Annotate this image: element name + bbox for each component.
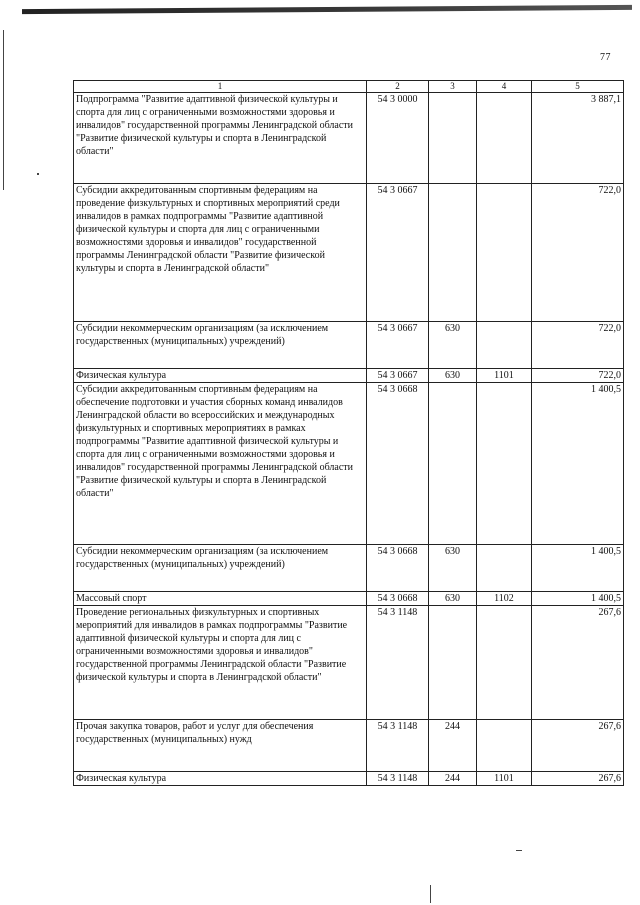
row-name: Проведение региональных физкультурных и спортивных мероприятий для инвалидов в рамках подпрограммы "Развитие адаптивной физической культуры и спорта для лиц с ограниченными возможностями здоровья и инвалидов" государственной программы Ленинградской области "Развитие физической культуры и спорта в Ленинградской области" bbox=[74, 606, 367, 720]
row-expense-type bbox=[429, 606, 477, 720]
table-row bbox=[74, 606, 624, 720]
row-amount: 1 400,5 bbox=[532, 383, 624, 545]
row-amount: 722,0 bbox=[532, 322, 624, 369]
header-cell-type: 3 bbox=[429, 81, 477, 93]
budget-table bbox=[73, 80, 624, 786]
table-row bbox=[74, 772, 624, 786]
row-code: 54 3 0667 bbox=[367, 184, 429, 322]
row-name: Субсидии аккредитованным спортивным федерациям на проведение физкультурных и спортивных мероприятий среди инвалидов в рамках подпрограммы "Развитие адаптивной физической культуры и спорта для лиц с ограниченными возможностями здоровья и инвалидов" государственной программы Ленинградской области "Развитие физической культуры и спорта в Ленинградской области" bbox=[74, 184, 367, 322]
header-cell-name: 1 bbox=[74, 81, 367, 93]
row-amount: 1 400,5 bbox=[532, 592, 624, 606]
row-code: 54 3 1148 bbox=[367, 720, 429, 772]
scan-artifact-bar bbox=[22, 5, 632, 14]
row-code: 54 3 0667 bbox=[367, 322, 429, 369]
table-row bbox=[74, 93, 624, 184]
row-code: 54 3 0668 bbox=[367, 592, 429, 606]
row-section: 1102 bbox=[477, 592, 532, 606]
row-code: 54 3 0668 bbox=[367, 545, 429, 592]
row-amount: 267,6 bbox=[532, 772, 624, 786]
header-cell-section: 4 bbox=[477, 81, 532, 93]
row-section bbox=[477, 720, 532, 772]
row-section bbox=[477, 606, 532, 720]
row-section bbox=[477, 322, 532, 369]
row-expense-type: 244 bbox=[429, 772, 477, 786]
row-amount: 1 400,5 bbox=[532, 545, 624, 592]
row-name: Субсидии некоммерческим организациям (за исключением государственных (муниципальных) учреждений) bbox=[74, 545, 367, 592]
row-amount: 267,6 bbox=[532, 606, 624, 720]
scan-artifact-left-line bbox=[3, 30, 4, 190]
row-expense-type: 244 bbox=[429, 720, 477, 772]
row-name: Массовый спорт bbox=[74, 592, 367, 606]
row-expense-type bbox=[429, 184, 477, 322]
row-expense-type bbox=[429, 93, 477, 184]
row-expense-type: 630 bbox=[429, 322, 477, 369]
row-name: Подпрограмма "Развитие адаптивной физической культуры и спорта для лиц с ограниченными возможностями здоровья и инвалидов" государственной программы Ленинградской области "Развитие физической культуры и спорта в Ленинградской области" bbox=[74, 93, 367, 184]
row-code: 54 3 0668 bbox=[367, 383, 429, 545]
row-name: Физическая культура bbox=[74, 369, 367, 383]
row-section bbox=[477, 93, 532, 184]
page-number: 77 bbox=[600, 52, 611, 63]
scan-artifact-fold bbox=[430, 885, 431, 903]
header-cell-code: 2 bbox=[367, 81, 429, 93]
row-amount: 722,0 bbox=[532, 184, 624, 322]
row-expense-type: 630 bbox=[429, 545, 477, 592]
row-amount: 722,0 bbox=[532, 369, 624, 383]
row-code: 54 3 0667 bbox=[367, 369, 429, 383]
row-code: 54 3 0000 bbox=[367, 93, 429, 184]
row-expense-type: 630 bbox=[429, 592, 477, 606]
table-row bbox=[74, 720, 624, 772]
row-section: 1101 bbox=[477, 772, 532, 786]
row-section bbox=[477, 184, 532, 322]
row-amount: 3 887,1 bbox=[532, 93, 624, 184]
header-cell-amount: 5 bbox=[532, 81, 624, 93]
table-row bbox=[74, 545, 624, 592]
scan-artifact-dot bbox=[37, 173, 39, 175]
table-row bbox=[74, 592, 624, 606]
row-amount: 267,6 bbox=[532, 720, 624, 772]
row-section bbox=[477, 383, 532, 545]
table-row bbox=[74, 322, 624, 369]
row-expense-type bbox=[429, 383, 477, 545]
row-section bbox=[477, 545, 532, 592]
row-name: Физическая культура bbox=[74, 772, 367, 786]
row-code: 54 3 1148 bbox=[367, 772, 429, 786]
row-name: Прочая закупка товаров, работ и услуг для обеспечения государственных (муниципальных) нужд bbox=[74, 720, 367, 772]
row-code: 54 3 1148 bbox=[367, 606, 429, 720]
table-row bbox=[74, 369, 624, 383]
table-header-row bbox=[74, 81, 624, 93]
row-expense-type: 630 bbox=[429, 369, 477, 383]
table-row bbox=[74, 383, 624, 545]
table-row bbox=[74, 184, 624, 322]
row-name: Субсидии аккредитованным спортивным федерациям на обеспечение подготовки и участия сборных команд инвалидов Ленинградской области во всероссийских и международных физкультурных и спортивных мероприятиях в рамках подпрограммы "Развитие адаптивной физической культуры и спорта для лиц с ограниченными возможностями здоровья и инвалидов" государственной программы Ленинградской области "Развитие физической культуры и спорта в Ленинградской области" bbox=[74, 383, 367, 545]
row-section: 1101 bbox=[477, 369, 532, 383]
scan-artifact-dash bbox=[516, 850, 522, 851]
row-name: Субсидии некоммерческим организациям (за исключением государственных (муниципальных) учреждений) bbox=[74, 322, 367, 369]
